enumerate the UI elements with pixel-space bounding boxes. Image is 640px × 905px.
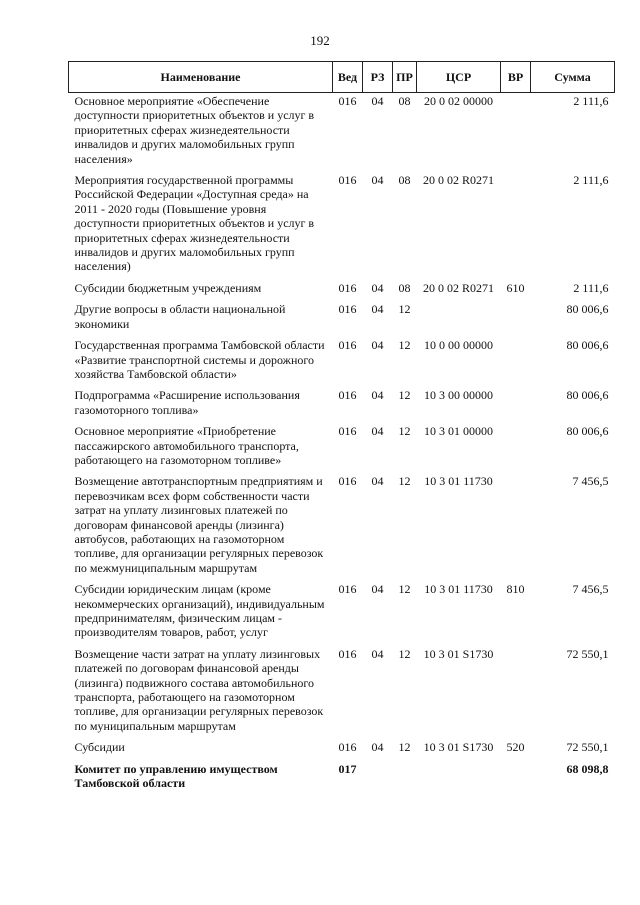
cell-rz: 04 (371, 173, 384, 188)
cell-sum: 2 111,6 (573, 94, 609, 108)
cell-sum: 80 006,6 (566, 388, 609, 403)
cell-vr (501, 387, 531, 423)
cell-rz: 04 (371, 424, 384, 439)
cell-sum: 7 456,5 (572, 582, 609, 597)
cell-ved: 016 (338, 338, 357, 353)
cell-pr: 12 (398, 474, 411, 489)
cell-ved: 016 (338, 302, 357, 317)
table-row (69, 761, 615, 797)
cell-pr: 12 (398, 740, 411, 755)
budget-table (68, 61, 615, 796)
cell-csr: 10 3 01 11730 (424, 582, 493, 597)
cell-ved: 016 (338, 280, 357, 295)
cell-csr: 20 0 02 R0271 (422, 280, 494, 295)
cell-pr: 12 (398, 302, 411, 317)
cell-ved: 016 (338, 173, 357, 188)
cell-vr (501, 172, 531, 280)
cell-rz: 04 (371, 302, 384, 317)
cell-csr: 10 3 01 S1730 (423, 646, 494, 661)
table-row (69, 423, 615, 473)
cell-name: Мероприятия государственной программы Российской Федерации «Доступная среда» на 2011 - 2020 годы (Повышение уровня доступности приоритетных объектов и услуг в приоритетных сферах жизнедеятельности инвалидов и других маломобильных групп населения) (74, 173, 315, 274)
cell-name: Подпрограмма «Расширение использования газомоторного топлива» (74, 388, 300, 417)
cell-pr: 08 (398, 280, 411, 295)
cell-vr (501, 473, 531, 581)
table-row (69, 301, 615, 337)
header-rz: РЗ (363, 62, 393, 93)
header-pr: ПР (393, 62, 417, 93)
cell-pr: 12 (398, 388, 411, 403)
cell-csr: 10 3 01 S1730 (423, 740, 494, 755)
cell-pr (393, 761, 417, 797)
cell-csr: 10 0 00 00000 (424, 338, 493, 353)
cell-rz: 04 (371, 94, 384, 108)
cell-sum: 2 111,6 (573, 280, 609, 295)
cell-vr: 810 (506, 582, 525, 597)
cell-sum: 72 550,1 (566, 646, 609, 661)
cell-name: Субсидии бюджетным учреждениям (74, 280, 262, 295)
cell-name: Государственная программа Тамбовской области «Развитие транспортной системы и дорожного хозяйства Тамбовской области» (74, 338, 325, 381)
cell-pr: 12 (398, 646, 411, 661)
cell-rz: 04 (371, 474, 384, 489)
header-sum: Сумма (531, 62, 615, 93)
table-row (69, 172, 615, 280)
cell-ved: 016 (338, 474, 357, 489)
table-row (69, 387, 615, 423)
cell-pr: 12 (398, 424, 411, 439)
cell-pr: 08 (398, 94, 411, 108)
cell-rz: 04 (371, 646, 384, 661)
cell-rz: 04 (371, 388, 384, 403)
cell-vr (501, 337, 531, 387)
cell-rz: 04 (371, 280, 384, 295)
cell-ved: 016 (338, 740, 357, 755)
cell-name: Комитет по управлению имуществом Тамбовской области (74, 761, 278, 791)
cell-vr (501, 761, 531, 797)
cell-pr: 12 (398, 338, 411, 353)
header-name: Наименование (69, 62, 333, 93)
table-row (69, 337, 615, 387)
header-csr: ЦСР (417, 62, 501, 93)
page-number: 192 (310, 33, 330, 48)
cell-pr: 08 (398, 173, 411, 188)
cell-name: Субсидии юридическим лицам (кроме некоммерческих организаций), индивидуальным предпринимателям, физическим лицам - производителям товаров, работ, услуг (74, 582, 325, 640)
table-row (69, 93, 615, 173)
cell-sum: 68 098,8 (566, 761, 609, 776)
cell-ved: 016 (338, 646, 357, 661)
cell-ved: 017 (338, 761, 357, 776)
cell-sum: 72 550,1 (566, 740, 609, 755)
table-header (69, 62, 615, 93)
table-row (69, 581, 615, 646)
cell-vr (501, 423, 531, 473)
cell-sum: 80 006,6 (566, 338, 609, 353)
cell-name: Субсидии (74, 740, 125, 755)
table-row (69, 739, 615, 760)
cell-ved: 016 (338, 94, 357, 108)
cell-vr: 610 (506, 280, 525, 295)
cell-csr: 20 0 02 R0271 (422, 173, 494, 188)
cell-csr: 10 3 01 00000 (424, 424, 493, 439)
table-row (69, 473, 615, 581)
cell-csr: 20 0 02 00000 (424, 94, 493, 108)
cell-vr (501, 93, 531, 173)
header-vr: ВР (501, 62, 531, 93)
cell-sum: 7 456,5 (572, 474, 609, 489)
header-ved: Вед (333, 62, 363, 93)
cell-vr: 520 (506, 740, 525, 755)
cell-ved: 016 (338, 388, 357, 403)
cell-csr (417, 301, 501, 337)
table-body (69, 93, 615, 797)
cell-ved: 016 (338, 582, 357, 597)
cell-pr: 12 (398, 582, 411, 597)
cell-vr (501, 646, 531, 739)
cell-rz: 04 (371, 582, 384, 597)
cell-sum: 80 006,6 (566, 424, 609, 439)
cell-name: Основное мероприятие «Приобретение пассажирского автомобильного транспорта, работающего на газомоторном топливе» (74, 424, 299, 467)
cell-csr (417, 761, 501, 797)
cell-ved: 016 (338, 424, 357, 439)
cell-csr: 10 3 00 00000 (424, 388, 493, 403)
cell-name: Основное мероприятие «Обеспечение доступности приоритетных объектов и услуг в приоритетных сферах жизнедеятельности инвалидов и других маломобильных групп населения» (74, 94, 315, 166)
cell-rz: 04 (371, 338, 384, 353)
cell-vr (501, 301, 531, 337)
cell-csr: 10 3 01 11730 (424, 474, 493, 489)
cell-rz: 04 (371, 740, 384, 755)
cell-sum: 80 006,6 (566, 302, 609, 317)
table-row (69, 280, 615, 301)
cell-name: Другие вопросы в области национальной экономики (74, 302, 286, 331)
cell-sum: 2 111,6 (573, 173, 609, 188)
cell-name: Возмещение части затрат на уплату лизинговых платежей по договорам финансовой аренды (лизинга) подвижного состава автомобильного транспорта, работающего на газомоторном топливе, для организации регулярных перевозок по муниципальным маршрутам (74, 646, 324, 733)
table-row (69, 646, 615, 739)
cell-rz (363, 761, 393, 797)
cell-name: Возмещение автотранспортным предприятиям и перевозчикам всех форм собственности части затрат на уплату лизинговых платежей по договорам финансовой аренды (лизинга) автобусов, работающих на газомоторном топливе, для организации регулярных перевозок по межмуниципальным маршрутам (74, 474, 324, 575)
